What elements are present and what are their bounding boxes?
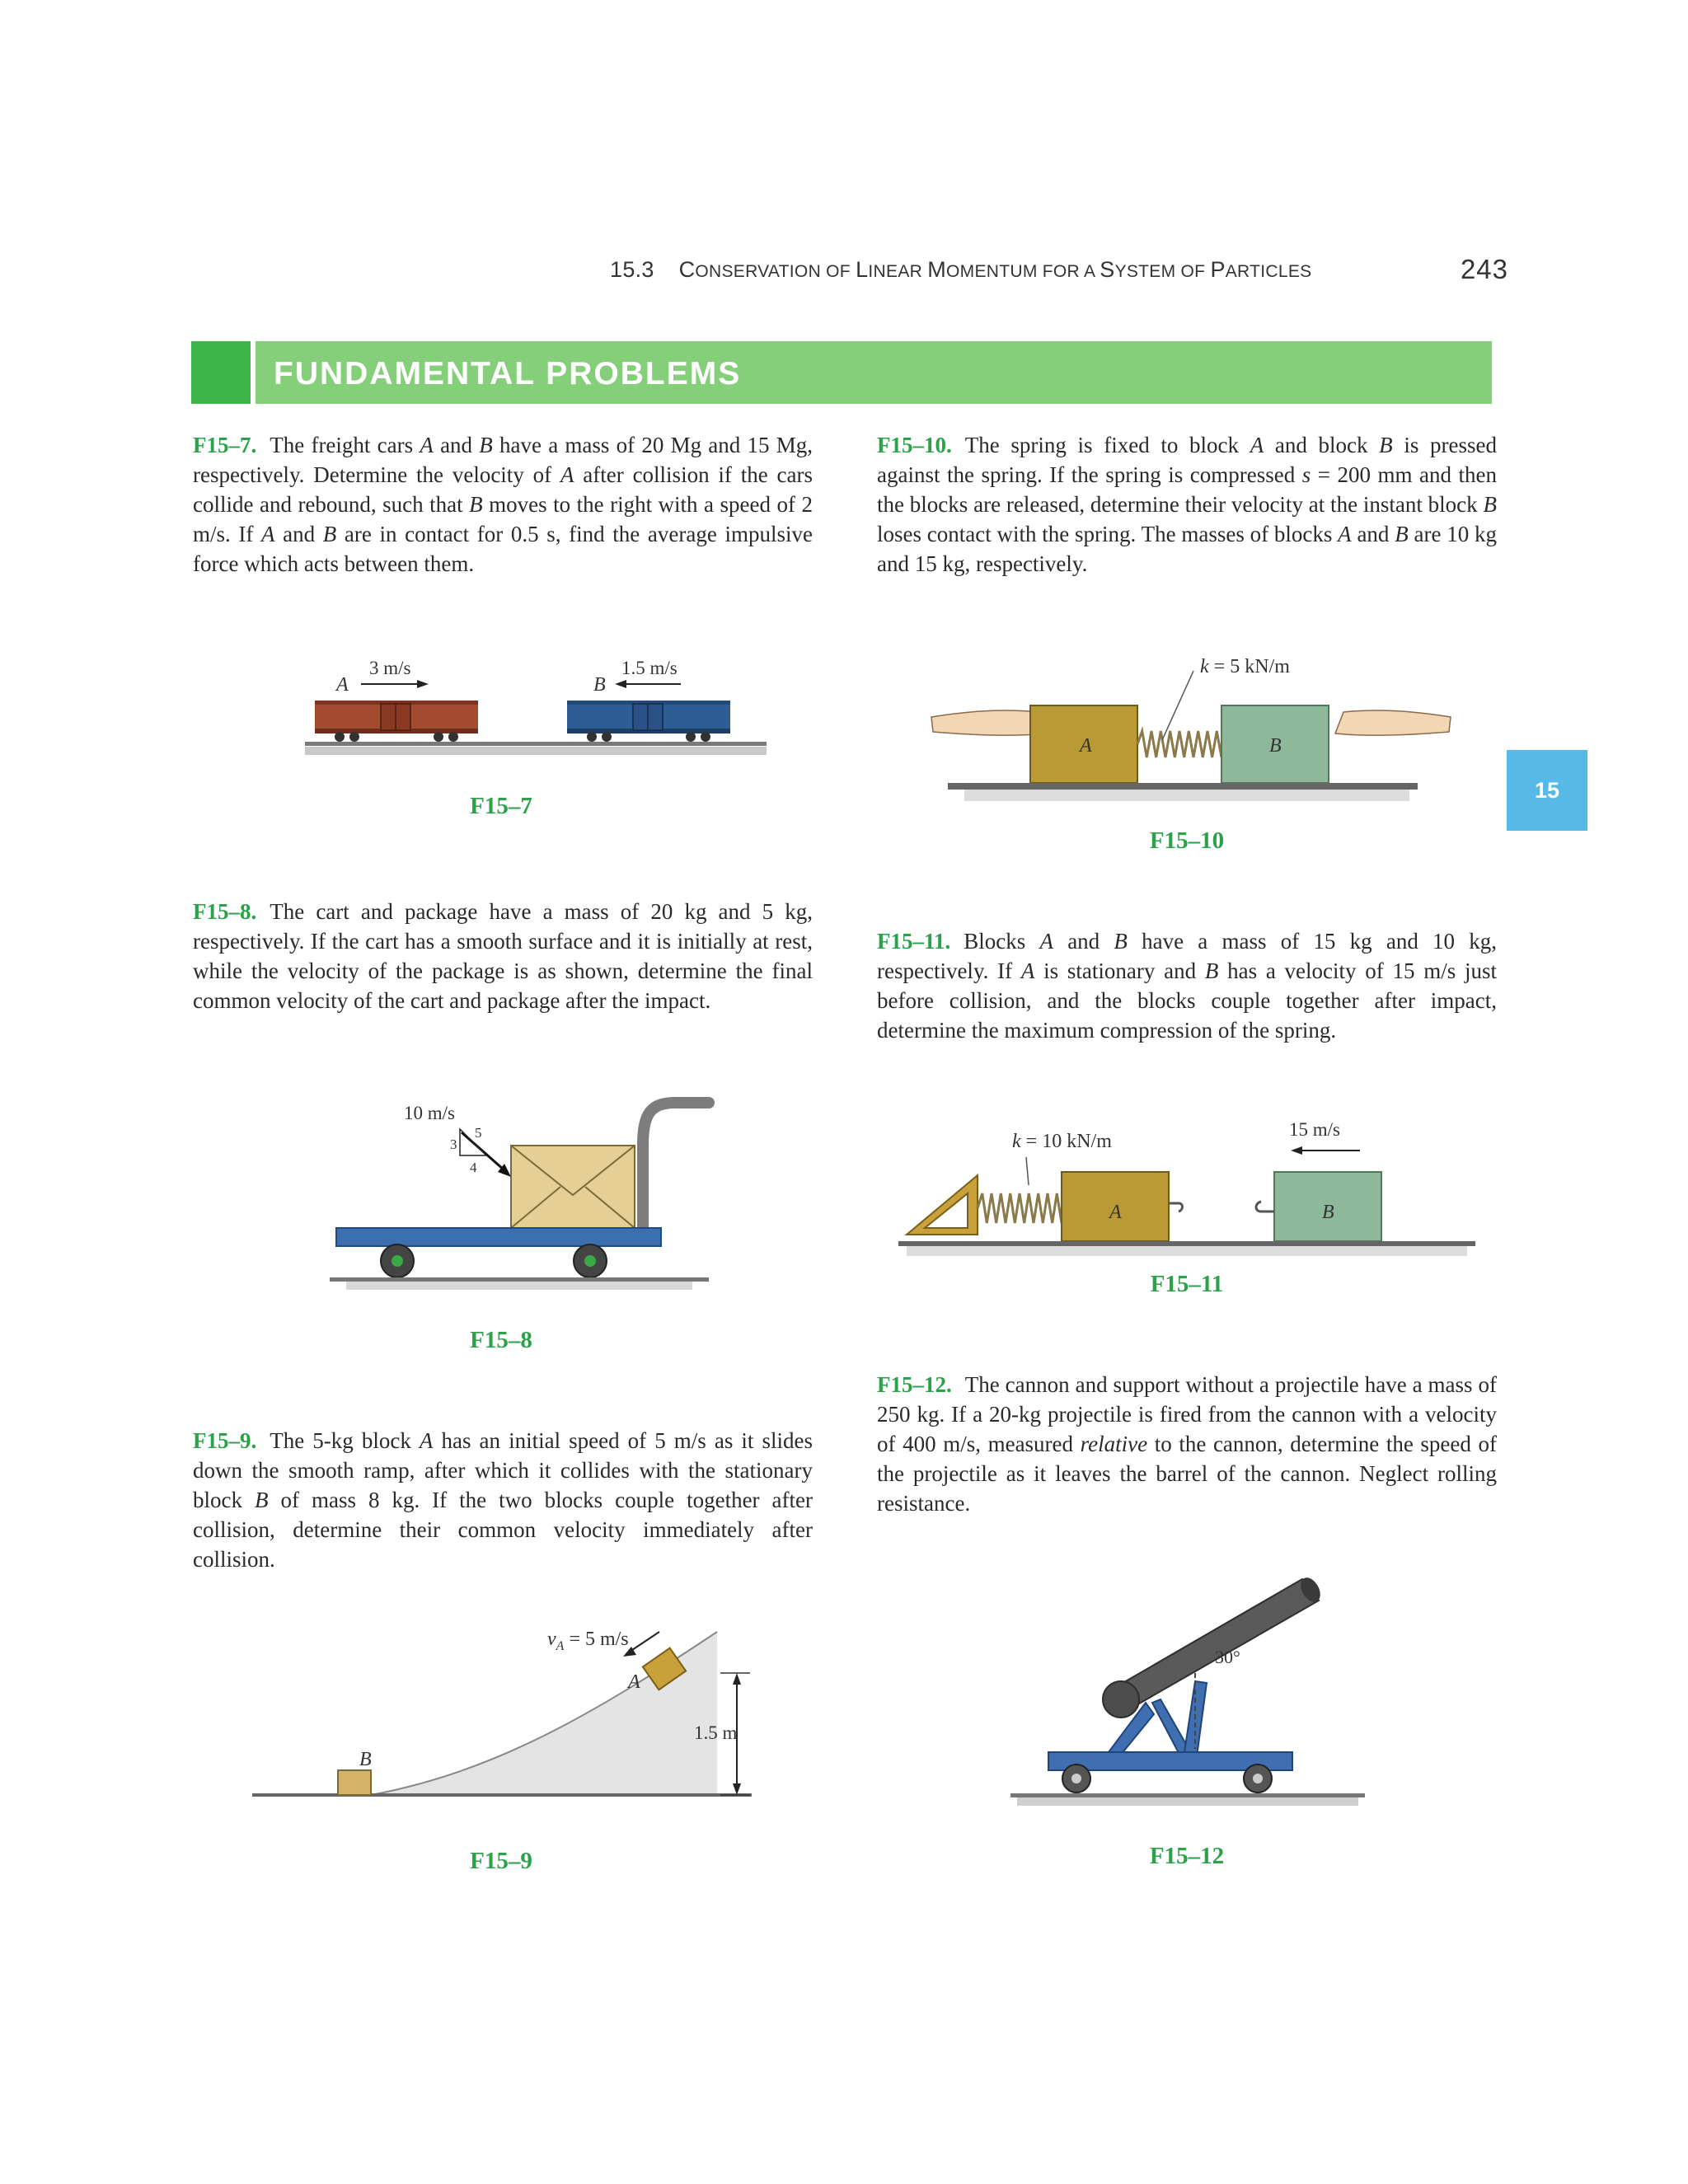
problem-f15-11	[877, 926, 1497, 1045]
slope-5: 5	[475, 1125, 482, 1141]
problem-symbol: B	[469, 492, 483, 517]
section-title-part: S	[1100, 257, 1115, 282]
problem-symbol: B	[479, 433, 493, 457]
problem-text: Blocks	[964, 929, 1040, 954]
problem-text: The cart and package have a mass of 20 kg and 5 kg, respectively. If the cart has a smooth surface and it is initially at rest, while the velocity of the package is as shown, determine the final common velocity of the cart and package after the impact.	[193, 899, 813, 1013]
label-b: B	[359, 1749, 372, 1770]
chapter-tab: 15	[1507, 750, 1587, 831]
problem-text: is stationary and	[1034, 958, 1205, 983]
caption-f15-10: F15–10	[1149, 827, 1225, 854]
ground-line	[898, 1241, 1475, 1246]
problem-text: of mass 8 kg. If the two blocks couple together after collision, determine their common velocity immediately after collision.	[193, 1488, 813, 1572]
problem-id: F15–10.	[877, 433, 952, 457]
problem-text: is pressed against the spring. If the spring is compressed	[877, 433, 1497, 487]
leader-line	[1026, 1157, 1029, 1185]
problem-f15-12	[877, 1370, 1497, 1518]
caption-f15-8: F15–8	[470, 1327, 532, 1353]
problem-symbol: A	[1020, 958, 1035, 983]
problem-text: and	[433, 433, 480, 457]
height-label: 1.5 m	[694, 1722, 738, 1743]
problem-id: F15–9.	[193, 1428, 257, 1453]
ground-line	[252, 1793, 752, 1797]
caption-f15-7: F15–7	[470, 793, 532, 819]
figure-f15-10	[923, 651, 1459, 816]
problem-symbol: A	[1250, 433, 1264, 457]
problem-text: The 5-kg block	[270, 1428, 420, 1453]
running-head	[610, 257, 1335, 293]
problem-text: and	[1351, 522, 1395, 546]
problem-f15-9	[193, 1426, 813, 1574]
problem-symbol: B	[1483, 492, 1497, 517]
rail	[305, 742, 767, 746]
problem-text: The freight cars	[270, 433, 420, 457]
problem-text: moves to the right with a speed of 2 m/s. If	[193, 492, 813, 546]
problem-text: has an initial speed of 5 m/s as it slides down the smooth ramp, after which it collides with the stationary block	[193, 1428, 813, 1512]
speed-a: 3 m/s	[369, 658, 411, 678]
spring	[978, 1193, 1062, 1223]
problem-id: F15–7.	[193, 433, 257, 457]
problem-symbol: relative	[1080, 1432, 1148, 1456]
cart-platform	[336, 1228, 661, 1246]
problem-symbol: A	[420, 433, 434, 457]
label-b: B	[593, 674, 606, 696]
ground-line	[330, 1277, 709, 1282]
problem-text: loses contact with the spring. The masses of blocks	[877, 522, 1339, 546]
section-title-part: C	[678, 257, 696, 282]
problem-text: and	[274, 522, 323, 546]
caption-f15-9: F15–9	[470, 1848, 532, 1874]
problem-text: has a velocity of 15 m/s just before collision, and the blocks couple together after impact, determine the maximum compression of the spring.	[877, 958, 1497, 1043]
section-title-part: M	[927, 257, 947, 282]
problem-symbol: B	[1204, 958, 1219, 983]
section-title-part: L	[856, 257, 869, 282]
arrow-head-icon	[615, 680, 626, 688]
problem-text: and	[1053, 929, 1114, 954]
problem-text: and block	[1264, 433, 1380, 457]
track-bed	[1017, 1797, 1358, 1806]
problem-text: are 10 kg and 15 kg, respectively.	[877, 522, 1498, 576]
label-a: A	[336, 674, 349, 696]
coupler-b	[1256, 1202, 1274, 1212]
problem-symbol: B	[254, 1488, 269, 1512]
figure-f15-7	[223, 651, 783, 775]
problem-id: F15–8.	[193, 899, 257, 924]
problem-symbol: B	[1395, 522, 1409, 546]
banner-title: FUNDAMENTAL PROBLEMS	[274, 356, 742, 391]
caption-f15-12: F15–12	[1149, 1843, 1225, 1869]
block-b-speed: 15 m/s	[1289, 1119, 1340, 1140]
slope-triangle	[460, 1129, 486, 1155]
problem-f15-7	[193, 430, 813, 579]
train-car-b	[567, 701, 730, 742]
cannon-barrel	[1103, 1574, 1325, 1718]
section-title-part: ONSERVATION OF	[695, 262, 856, 281]
problem-text: have a mass of 20 Mg and 15 Mg, respectively. Determine the velocity of	[193, 433, 813, 487]
spring-constant: k = 5 kN/m	[1200, 656, 1290, 677]
problem-text: = 200 mm and then the blocks are released, determine their velocity at the instant block	[877, 462, 1497, 517]
ground-shade	[964, 790, 1409, 801]
label-b: B	[1269, 735, 1282, 757]
problem-symbol: A	[560, 462, 574, 487]
problem-text: The cannon and support without a projectile have a mass of 250 kg. If a 20-kg projectile is fired from the cannon with a velocity of 400 m/s, measured	[877, 1372, 1497, 1456]
spring	[1137, 731, 1221, 757]
problem-text: are in contact for 0.5 s, find the average impulsive force which acts between them.	[193, 522, 813, 576]
problem-text: have a mass of 15 kg and 10 kg, respectively. If	[877, 929, 1497, 983]
figure-f15-12	[1006, 1558, 1368, 1821]
problem-id: F15–11.	[877, 929, 951, 954]
block-b	[338, 1770, 371, 1795]
caption-f15-11: F15–11	[1150, 1271, 1224, 1297]
section-title-part: YSTEM OF	[1114, 262, 1211, 281]
problem-symbol: A	[1338, 522, 1352, 546]
page-number: 243	[1460, 254, 1508, 284]
problem-text: to the cannon, determine the speed of the projectile as it leaves the barrel of the cannon. Neglect rolling resistance.	[877, 1432, 1498, 1516]
problem-symbol: B	[322, 522, 337, 546]
slope-3: 3	[450, 1137, 457, 1152]
arrow-head-icon	[417, 680, 429, 688]
label-a: A	[628, 1671, 640, 1693]
barrel-angle: 30°	[1215, 1647, 1240, 1667]
block-a-speed: $v_A = 5$ m/s	[547, 1629, 629, 1653]
leader-line	[1162, 671, 1193, 740]
problem-symbol: A	[261, 522, 275, 546]
track-bed	[305, 747, 767, 755]
problem-text: The spring is fixed to block	[964, 433, 1250, 457]
arrow-head-icon	[733, 1673, 741, 1685]
problem-symbol: s	[1301, 462, 1311, 487]
label-a: A	[1109, 1202, 1122, 1223]
right-hand	[1335, 710, 1451, 735]
problem-symbol: B	[1114, 929, 1128, 954]
problem-f15-10	[877, 430, 1497, 579]
cart-handle	[643, 1103, 709, 1233]
problem-id: F15–12.	[877, 1372, 952, 1397]
spring-constant: k = 10 kN/m	[1012, 1131, 1112, 1152]
coupler-a	[1169, 1203, 1183, 1212]
section-title-part: OMENTUM FOR A	[946, 262, 1100, 281]
problem-symbol: A	[419, 1428, 434, 1453]
section-title-part: INEAR	[868, 262, 928, 281]
package-speed: 10 m/s	[404, 1103, 455, 1123]
section-title-part: ARTICLES	[1225, 262, 1312, 281]
slope-4: 4	[470, 1160, 477, 1175]
section-title	[679, 257, 1312, 282]
ground-line	[948, 783, 1418, 790]
speed-b: 1.5 m/s	[621, 658, 678, 678]
arrow-head-icon	[733, 1783, 741, 1795]
problem-symbol: A	[1039, 929, 1053, 954]
label-b: B	[1322, 1202, 1334, 1223]
track-rail	[1010, 1793, 1365, 1797]
banner-accent-block	[191, 341, 251, 404]
problem-text: after collision if the cars collide and rebound, such that	[193, 462, 813, 517]
section-title-part: P	[1210, 257, 1226, 282]
package	[511, 1146, 635, 1228]
train-car-a	[315, 701, 478, 742]
figure-f15-11	[898, 1096, 1475, 1261]
problem-symbol: B	[1379, 433, 1393, 457]
figure-f15-9	[247, 1615, 758, 1821]
figure-f15-8	[321, 1080, 717, 1294]
section-number: 15.3	[610, 257, 654, 282]
label-a: A	[1080, 735, 1092, 757]
arrow-head-icon	[1291, 1146, 1302, 1155]
velocity-arrow	[630, 1632, 659, 1652]
problem-f15-8	[193, 897, 813, 1015]
